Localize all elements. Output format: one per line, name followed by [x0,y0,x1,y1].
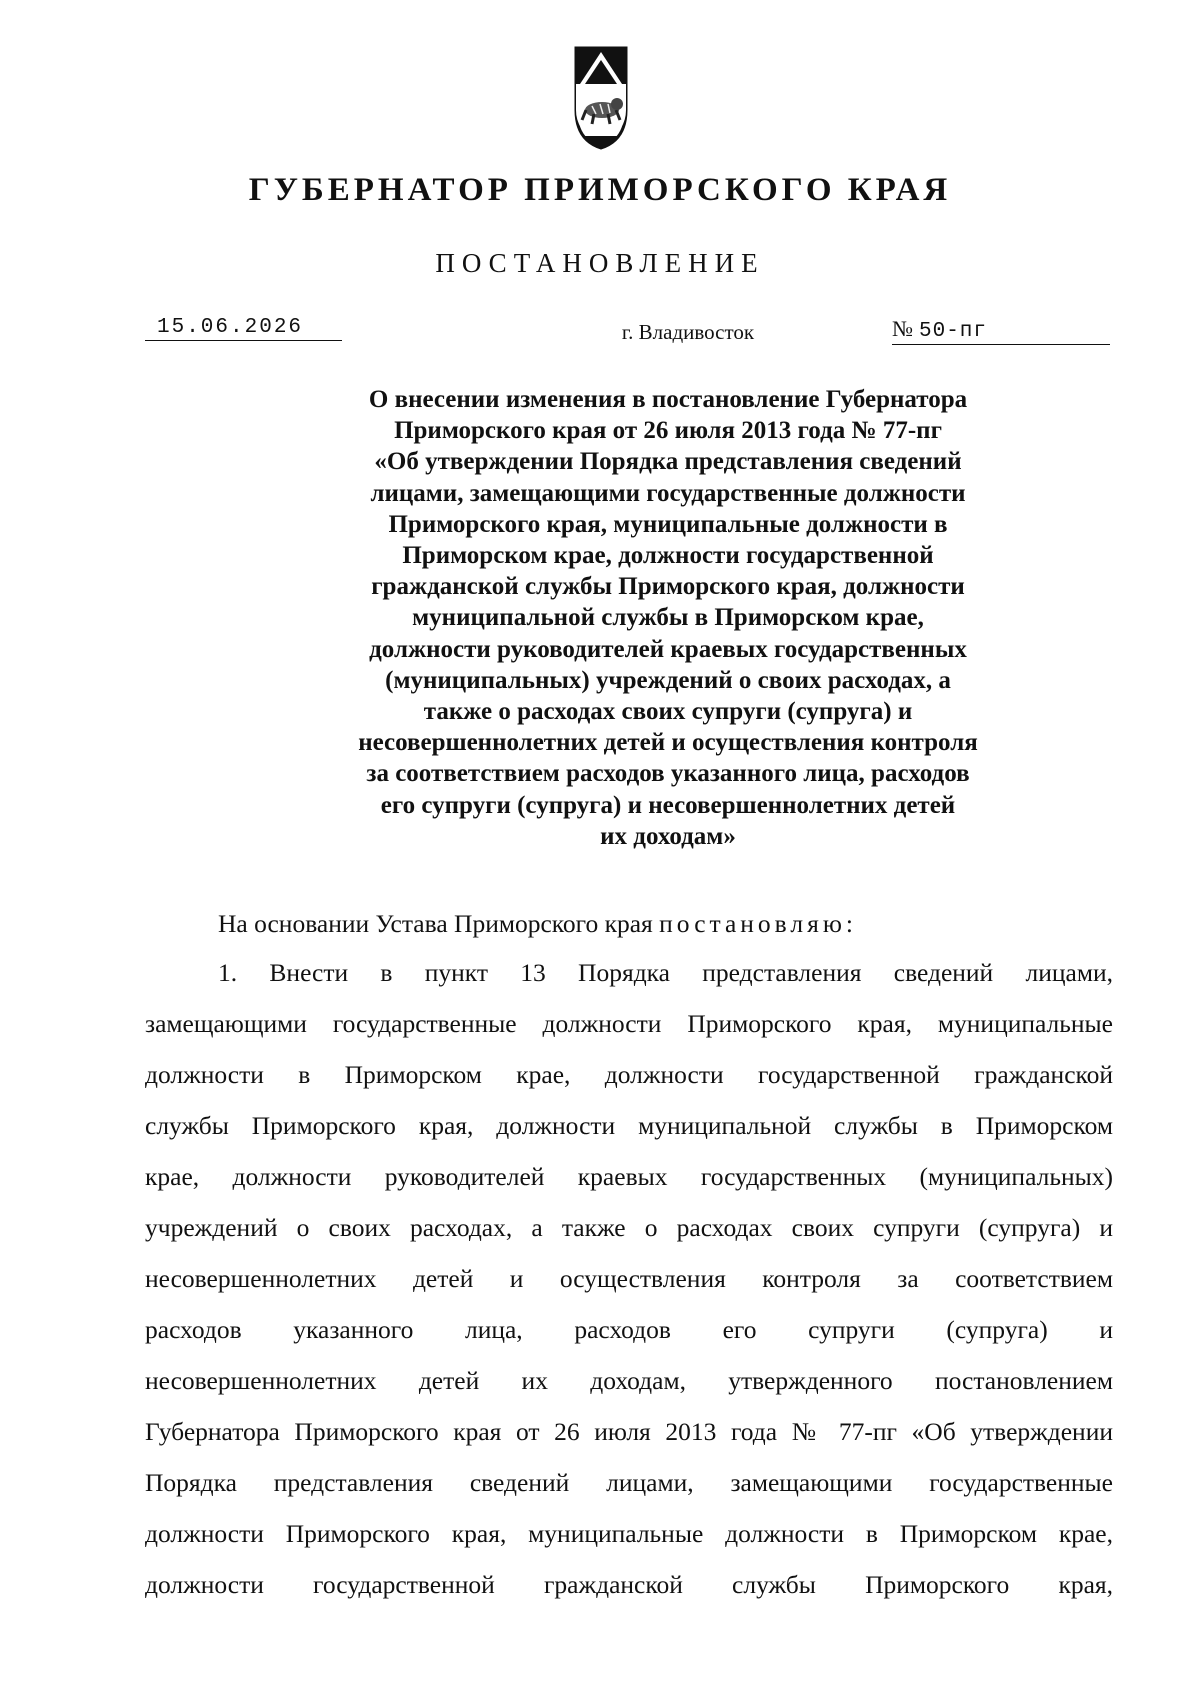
title-line: Приморском крае, должности государственной [402,542,934,570]
preamble [218,909,857,939]
document-type: ПОСТАНОВЛЕНИЕ [435,248,765,278]
preamble-text: На основании Устава Приморского края [218,909,660,938]
preamble-decree-word: постановляю: [659,909,857,938]
number-label: № [892,316,913,341]
paragraph-line: Губернатора Приморского края от 26 июля 2013 года № 77-пг «Об утверждении [145,1417,1113,1446]
title-line: «Об утверждении Порядка представления сведений [374,448,962,476]
body-text [145,958,1113,1621]
title-line: их доходам» [600,822,736,850]
number-value: 50-пг [919,320,988,343]
document-title [300,384,1036,852]
paragraph-line: службы Приморского края, должности муниципальной службы в Приморском [145,1111,1113,1140]
title-line: Приморского края от 26 июля 2013 года № 77-пг [394,417,942,445]
title-line: О внесении изменения в постановление Губернатора [368,386,968,413]
title-line: (муниципальных) учреждений о своих расходах, а [385,666,951,694]
paragraph-line: несовершеннолетних детей их доходам, утвержденного постановлением [145,1366,1113,1395]
title-line: лицами, замещающими государственные должности [370,479,966,507]
paragraph-line: учреждений о своих расходах, а также о расходах своих супруги (супруга) и [145,1213,1113,1242]
paragraph-line: крае, должности руководителей краевых государственных (муниципальных) [145,1162,1113,1191]
document-date: 15.06.2026 [145,316,342,341]
paragraph-line: несовершеннолетних детей и осуществления контроля за соответствием [145,1264,1113,1293]
title-line: должности руководителей краевых государственных [369,635,967,663]
document-number [892,316,1110,345]
paragraph-line: расходов указанного лица, расходов его супруги (супруга) и [145,1315,1113,1344]
document-city: г. Владивосток [621,320,755,344]
coat-of-arms-emblem [572,44,630,152]
paragraph-line: замещающими государственные должности Приморского края, муниципальные [145,1009,1113,1038]
title-line: также о расходах своих супруги (супруга) и [423,698,913,726]
title-line: гражданской службы Приморского края, должности [371,573,965,601]
paragraph-line: должности в Приморском крае, должности государственной гражданской [145,1060,1113,1089]
title-line: за соответствием расходов указанного лица, расходов [366,760,970,788]
title-line: Приморского края, муниципальные должности в [388,510,948,538]
paragraph-line: должности государственной гражданской службы Приморского края, [145,1570,1113,1599]
title-line: его супруги (супруга) и несовершеннолетних детей [380,791,956,819]
title-line: муниципальной службы в Приморском крае, [412,604,924,632]
title-line: несовершеннолетних детей и осуществления контроля [358,729,978,757]
paragraph-line: Порядка представления сведений лицами, замещающими государственные [145,1468,1113,1497]
authority-heading: ГУБЕРНАТОР ПРИМОРСКОГО КРАЯ [248,172,952,208]
paragraph-line: 1. Внести в пункт 13 Порядка представления сведений лицами, [218,958,1113,987]
paragraph-line: должности Приморского края, муниципальные должности в Приморском крае, [145,1519,1113,1548]
